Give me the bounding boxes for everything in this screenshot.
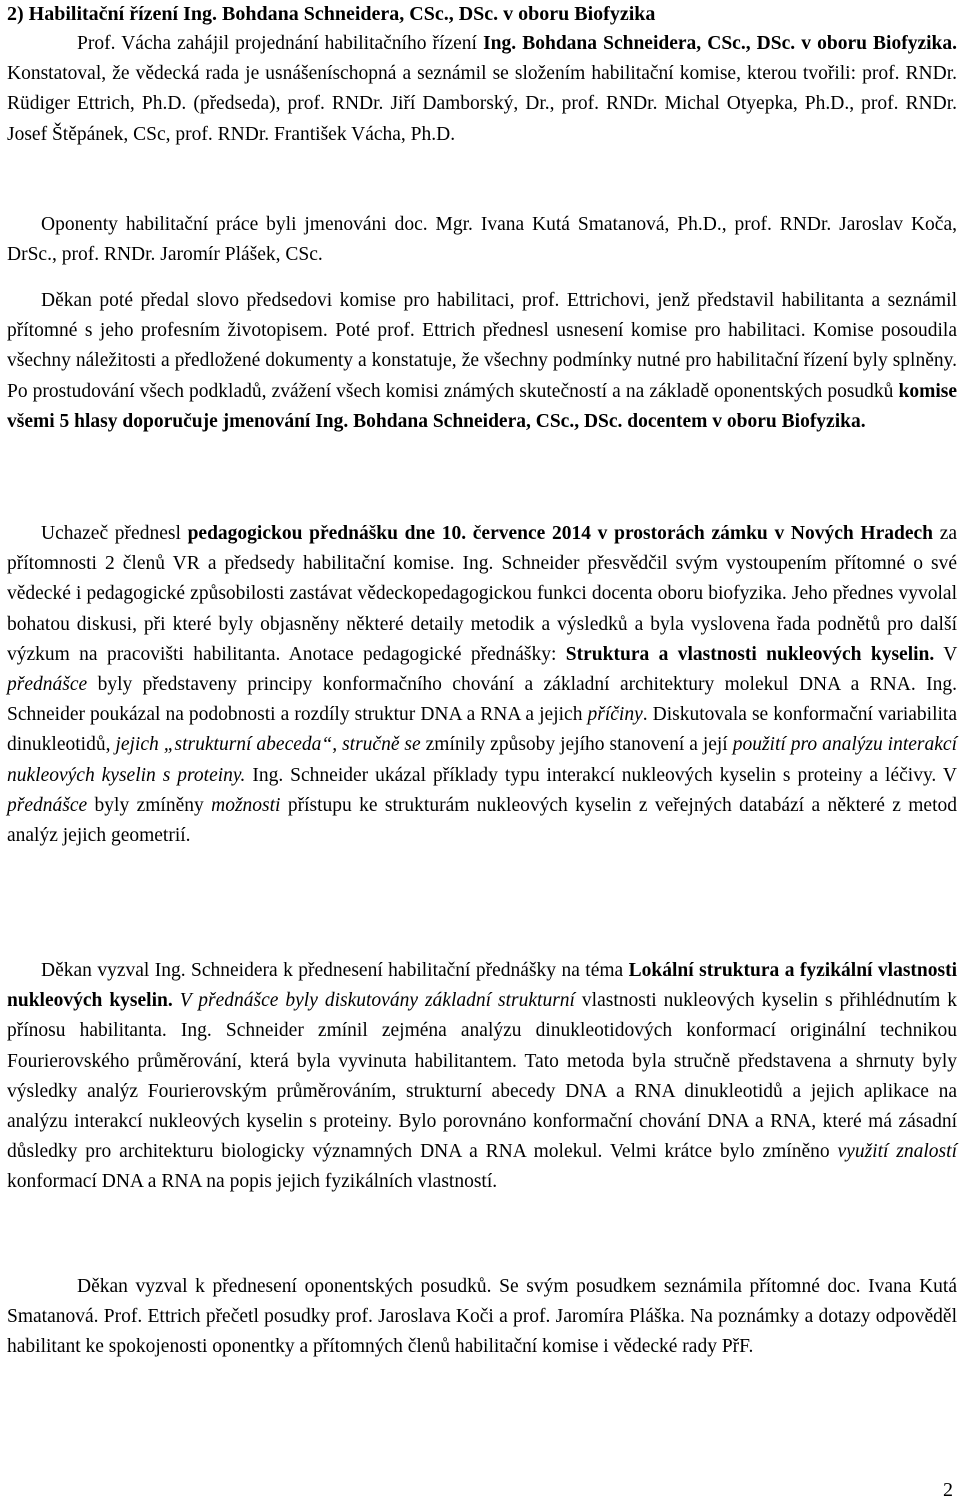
section-heading: 2) Habilitační řízení Ing. Bohdana Schneidera, CSc., DSc. v oboru Biofyzika	[7, 3, 656, 25]
bold-text-span: Lokální struktura a fyzikální vlastnosti nukleových kyselin.	[7, 960, 958, 1012]
text-span: Děkan vyzval k přednesení oponentských posudků. Se svým posudkem seznámila přítomné doc. Ivana Kutá Smatanová. Prof. Ettrich přečetl posudky prof. Jaroslava Koči a prof. Jaromíra Pláška. Na poznámky a dotazy odpověděl habilitant ke spokojenosti oponentky a přítomných členů habilitační komise i vědecké rady PřF.	[7, 1276, 957, 1358]
italic-text-span: příčiny	[587, 704, 643, 726]
paragraph-commission-resolution	[7, 286, 957, 437]
italic-text-span: V přednášce byly diskutovány základní strukturní	[179, 990, 575, 1012]
text-span	[173, 990, 180, 1011]
text-span: Děkan poté předal slovo předsedovi komise pro habilitaci, prof. Ettrichovi, jenž představil habilitanta a seznámil přítomné s jeho profesním životopisem. Poté prof. Ettrich přednesl usnesení komise pro habilitaci. Komise posoudila všechny náležitosti a předložené dokumenty a konstatuje, že všechny podmínky nutné pro habilitační řízení byly splněny. Po prostudování všech podkladů, zvážení všech komisi známých skutečností a na základě oponentských posudků	[7, 290, 957, 402]
bold-text-span: komise všemi 5 hlasy doporučuje jmenování Ing. Bohdana Schneidera, CSc., DSc. docentem v oboru Biofyzika.	[7, 380, 957, 432]
text-span: konformací DNA a RNA na popis jejich fyzikálních vlastností.	[7, 1171, 498, 1193]
text-span: zmínily způsoby jejího stanovení a její	[420, 734, 733, 756]
text-span: Konstatoval, že vědecká rada je usnášeníschopná a seznámil se složením habilitační komise, kterou tvořili: prof. RNDr. Rüdiger Ettrich, Ph.D. (předseda), prof. RNDr. Jiří Damborský, Dr., prof. RNDr. Michal Otyepka, Ph.D., prof. RNDr. Josef Štěpánek, CSc, prof. RNDr. František Vácha, Ph.D.	[7, 63, 957, 145]
text-span: vlastnosti nukleových kyselin s přihlédnutím k přínosu habilitanta. Ing. Schneider zmínil zejména analýzu dinukleotidových konformací originální technikou Fourierovského průměrování, která byla vyvinuta habilitantem. Tato metoda byla stručně představena a shrnuty byly výsledky analýz Fourierovským průměrováním, strukturní abecedy DNA a RNA dinukleotidů a jejich aplikace na analýzu interakcí nukleových kyselin s proteiny. Bylo porovnáno konformační chování DNA a RNA, které má zásadní důsledky pro architekturu biologicky významných DNA a RNA molekul. Velmi krátce bylo zmíněno	[7, 990, 957, 1163]
text-span: byly zmíněny	[87, 794, 212, 816]
bold-text-span: Struktura a vlastnosti nukleových kyselin.	[565, 643, 935, 665]
bold-text-span: Ing. Bohdana Schneidera, CSc., DSc. v oboru Biofyzika.	[483, 33, 957, 54]
paragraph-opponent-reviews	[7, 1272, 957, 1363]
italic-text-span: jejich „strukturní abeceda“, stručně se	[115, 734, 421, 756]
text-span: Prof. Vácha zahájil projednání habilitačního řízení	[77, 33, 484, 54]
paragraph-pedagogical-lecture	[7, 519, 957, 851]
text-span: Ing. Schneider ukázal příklady typu interakcí nukleových kyselin s proteiny a léčivy. V	[245, 764, 957, 786]
text-span: Děkan vyzval Ing. Schneidera k přednesení habilitační přednášky na téma	[41, 960, 629, 981]
text-span: byly představeny principy konformačního chování a základní architektury molekul DNA a RNA. Ing. Schneider poukázal na podobnosti a rozdíly struktur DNA a RNA a jejich	[7, 674, 957, 726]
text-span: za přítomnosti 2 členů VR a předsedy habilitační komise. Ing. Schneider přesvědčil svým vystoupením přítomné o své vědecké i pedagogické způsobilosti zastávat vědeckopedagogickou funkci docenta oboru biofyzika. Jeho přednes vyvolal bohatou diskusi, při které byly objasněny některé detaily metodik a výsledků a byla vyslovena řada podnětů pro další výzkum na pracovišti habilitanta. Anotace pedagogické přednášky:	[7, 523, 958, 665]
paragraph-committee	[7, 29, 957, 150]
text-span: Uchazeč přednesl	[41, 523, 188, 544]
text-span: přístupu ke strukturám nukleových kyselin z veřejných databází a některé z metod analýz jejich geometrií.	[7, 794, 957, 847]
italic-text-span: přednášce	[7, 674, 88, 696]
paragraph-opponents	[7, 210, 957, 270]
bold-text-span: pedagogickou přednášku dne 10. července 2014 v prostorách zámku v Nových Hradech	[187, 523, 934, 544]
italic-text-span: přednášce	[7, 794, 88, 816]
italic-text-span: možnosti	[211, 794, 281, 816]
page-number: 2	[943, 1479, 953, 1501]
italic-text-span: použití pro analýzu interakcí nukleových kyselin s proteiny.	[7, 734, 957, 786]
paragraph-habilitation-lecture	[7, 956, 957, 1198]
text-span: V	[934, 643, 957, 665]
italic-text-span: využití znalostí	[837, 1141, 957, 1163]
text-span: Oponenty habilitační práce byli jmenováni doc. Mgr. Ivana Kutá Smatanová, Ph.D., prof. RNDr. Jaroslav Koča, DrSc., prof. RNDr. Jaromír Plášek, CSc.	[7, 214, 957, 266]
text-span: . Diskutovala se konformační variabilita dinukleotidů,	[7, 704, 957, 756]
